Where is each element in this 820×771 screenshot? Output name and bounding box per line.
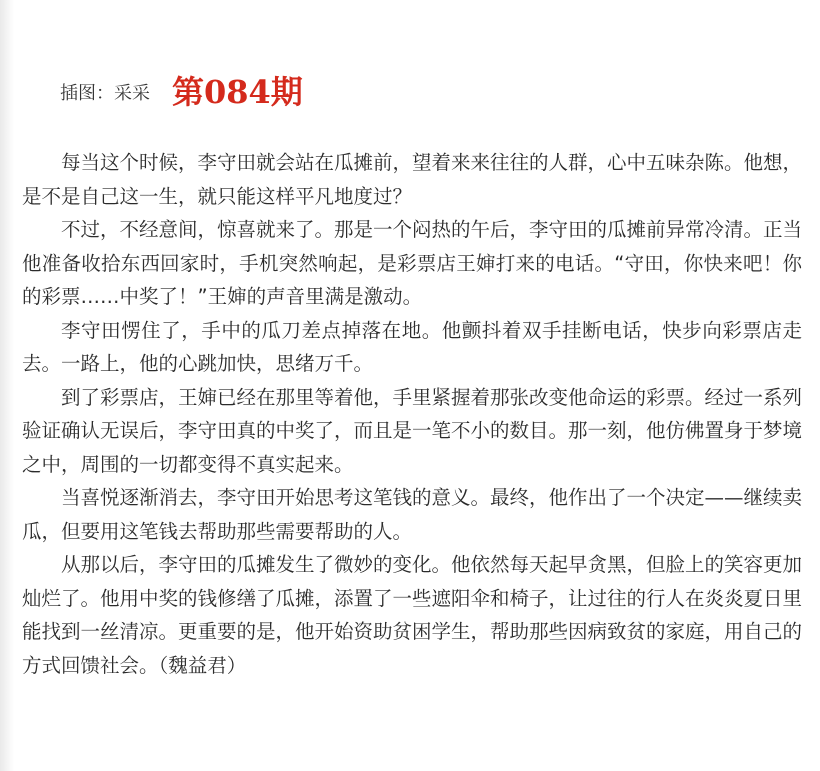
paragraph: 李守田愣住了，手中的瓜刀差点掉落在地。他颤抖着双手挂断电话，快步向彩票店走去。一路上，他的心跳加快，思绪万千。 (22, 318, 802, 375)
paragraph: 当喜悦逐渐消去，李守田开始思考这笔钱的意义。最终，他作出了一个决定——继续卖瓜，但要用这笔钱去帮助那些需要帮助的人。 (22, 486, 803, 543)
article-body (22, 146, 802, 682)
paragraph: 从那以后，李守田的瓜摊发生了微妙的变化。他依然每天起早贪黑，但脸上的笑容更加灿烂了。他用中奖的钱修缮了瓜摊，添置了一些遮阳伞和椅子，让过往的行人在炎炎夏日里能找到一丝清凉。更重要的是，他开始资助贫困学生，帮助那些因病致贫的家庭，用自己的方式回馈社会。（魏益君） (22, 553, 803, 677)
paragraph: 到了彩票店，王婶已经在那里等着他，手里紧握着那张改变他命运的彩票。经过一系列验证确认无误后，李守田真的中奖了，而且是一笔不小的数目。那一刻，他仿佛置身于梦境之中，周围的一切都变得不真实起来。 (22, 385, 803, 476)
page-edge-shadow (0, 0, 14, 771)
paragraph: 每当这个时候，李守田就会站在瓜摊前，望着来来往往的人群，心中五味杂陈。他想，是不是自己这一生，就只能这样平凡地度过？ (22, 151, 803, 208)
illustration-credit: 插图：采采 (60, 83, 150, 104)
paragraph: 不过，不经意间，惊喜就来了。那是一个闷热的午后，李守田的瓜摊前异常冷清。正当他准备收拾东西回家时，手机突然响起，是彩票店王婶打来的电话。“守田，你快来吧！你的彩票……中奖了！”王婶的声音里满是激动。 (22, 218, 803, 308)
issue-number: 第084期 (172, 73, 303, 111)
article-header (60, 70, 303, 112)
